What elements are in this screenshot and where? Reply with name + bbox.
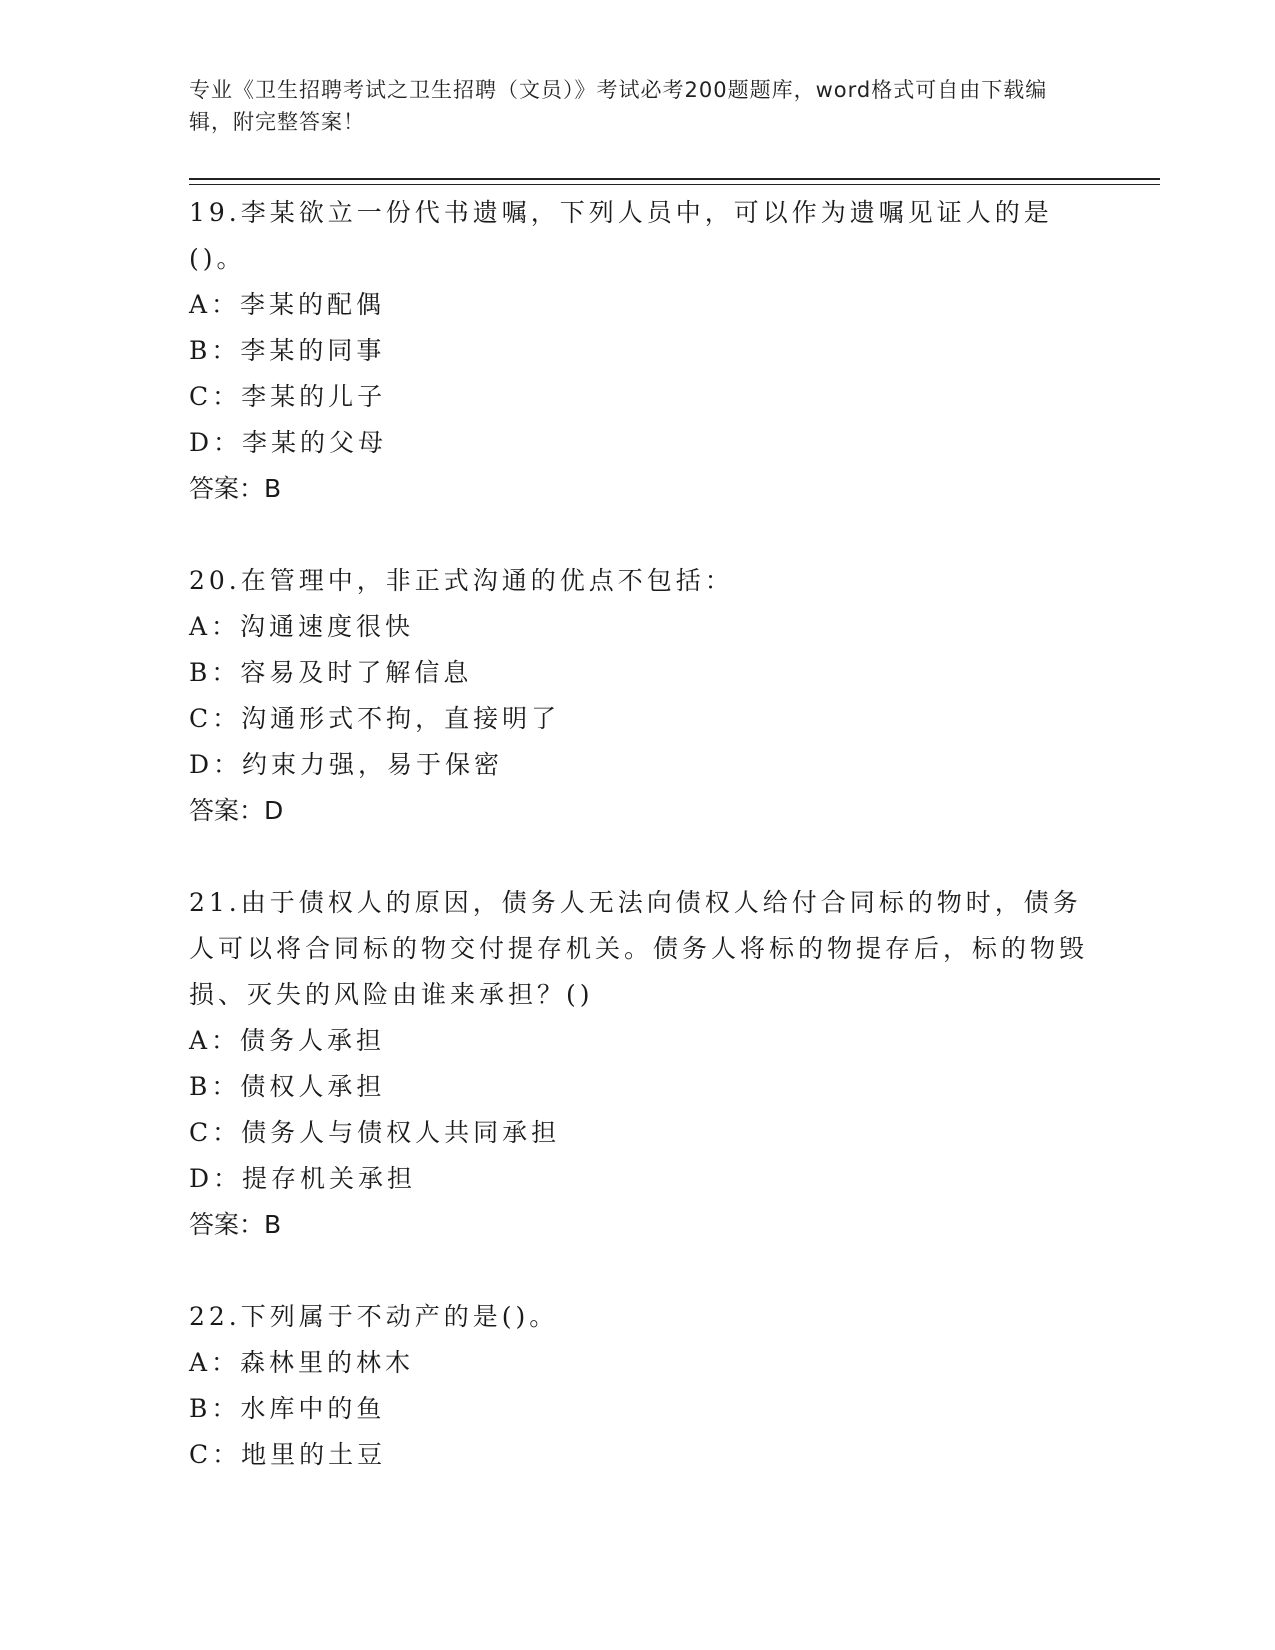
option-d: D：提存机关承担	[189, 1164, 417, 1193]
question-22	[189, 1294, 1089, 1478]
option-b: B：容易及时了解信息	[189, 658, 473, 687]
header-divider-thin	[189, 184, 1160, 185]
header-divider-thick	[189, 178, 1160, 180]
option-d: D：约束力强，易于保密	[189, 750, 504, 779]
document-header: 专业《卫生招聘考试之卫生招聘（文员）》考试必考200题题库，word格式可自由下载编辑，附完整答案！	[189, 78, 1048, 134]
option-a: A：李某的配偶	[189, 290, 386, 319]
option-b: B：水库中的鱼	[189, 1394, 386, 1423]
question-20	[189, 558, 1089, 834]
question-stem: 20.在管理中，非正式沟通的优点不包括：	[189, 566, 734, 595]
question-19	[189, 190, 1089, 512]
option-a: A：沟通速度很快	[189, 612, 415, 641]
option-c: C：李某的儿子	[189, 382, 387, 411]
option-c: C：地里的土豆	[189, 1440, 387, 1469]
answer-line: 答案：B	[189, 474, 282, 503]
question-stem: 19.李某欲立一份代书遗嘱，下列人员中，可以作为遗嘱见证人的是()。	[189, 198, 1053, 273]
option-a: A：债务人承担	[189, 1026, 386, 1055]
option-d: D：李某的父母	[189, 428, 388, 457]
option-a: A：森林里的林木	[189, 1348, 415, 1377]
question-list	[189, 190, 1089, 1524]
question-21	[189, 880, 1089, 1248]
option-b: B：李某的同事	[189, 336, 386, 365]
question-stem: 21.由于债权人的原因，债务人无法向债权人给付合同标的物时，债务人可以将合同标的物交付提存机关。债务人将标的物提存后，标的物毁损、灭失的风险由谁来承担？()	[189, 888, 1089, 1009]
answer-line: 答案：D	[189, 796, 284, 825]
option-c: C：沟通形式不拘，直接明了	[189, 704, 561, 733]
option-b: B：债权人承担	[189, 1072, 386, 1101]
question-stem: 22.下列属于不动产的是()。	[189, 1302, 559, 1331]
option-c: C：债务人与债权人共同承担	[189, 1118, 561, 1147]
answer-line: 答案：B	[189, 1210, 282, 1239]
